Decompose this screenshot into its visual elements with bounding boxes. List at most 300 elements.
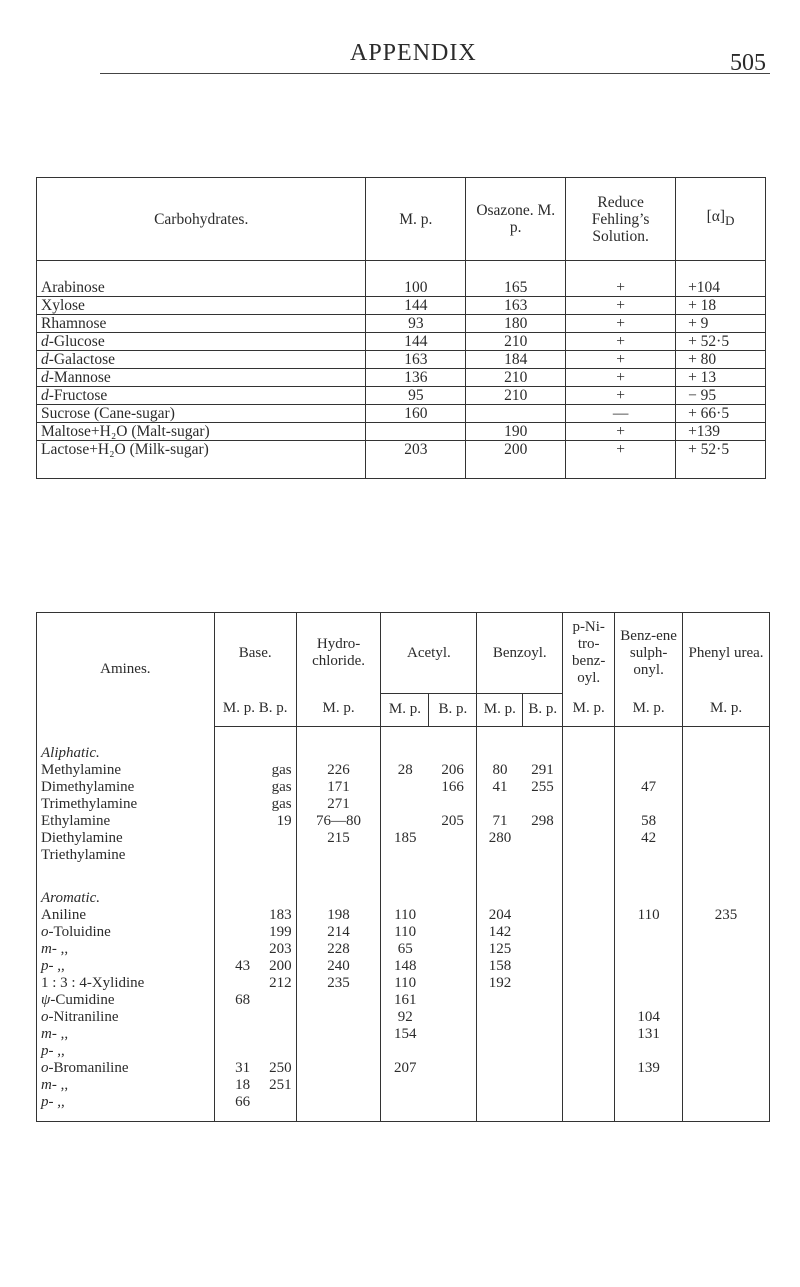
isomer-prefix: d- bbox=[41, 369, 54, 386]
fehling-result: + bbox=[566, 261, 676, 297]
subheader-base: M. p. B. p. bbox=[214, 694, 296, 727]
hydrochloride-mp bbox=[296, 1077, 381, 1094]
acetyl-mp bbox=[381, 813, 429, 830]
hydrochloride-mp bbox=[296, 1060, 381, 1077]
base-mp bbox=[214, 975, 254, 992]
acetyl-bp bbox=[429, 796, 477, 813]
carbohydrate-name: Sucrose (Cane-sugar) bbox=[37, 405, 366, 423]
hydrochloride-mp bbox=[296, 992, 381, 1009]
phenylurea-mp bbox=[683, 941, 770, 958]
isomer-prefix: ψ- bbox=[41, 991, 56, 1008]
acetyl-mp bbox=[381, 779, 429, 796]
phenylurea-mp bbox=[683, 762, 770, 779]
acetyl-bp bbox=[429, 958, 477, 975]
table-row bbox=[37, 1043, 770, 1060]
fehling-result: — bbox=[566, 405, 676, 423]
subheader-benzenesulphonyl: M. p. bbox=[615, 694, 683, 727]
subheader-benzoyl-mp: M. p. bbox=[477, 694, 523, 727]
base-mp bbox=[214, 830, 254, 847]
benzenesulphonyl-mp: 47 bbox=[615, 779, 683, 796]
carbohydrate-name bbox=[37, 333, 366, 351]
carbohydrate-name bbox=[37, 387, 366, 405]
specific-rotation: +139 bbox=[676, 423, 766, 441]
table-row bbox=[37, 351, 766, 369]
amine-name bbox=[37, 1060, 215, 1077]
osazone-mp: 210 bbox=[466, 387, 566, 405]
isomer-prefix: p- bbox=[41, 957, 54, 974]
acetyl-mp bbox=[381, 1077, 429, 1094]
benzoyl-bp bbox=[523, 796, 563, 813]
benzenesulphonyl-mp bbox=[615, 992, 683, 1009]
benzoyl-mp: 142 bbox=[477, 924, 523, 941]
acetyl-mp: 65 bbox=[381, 941, 429, 958]
phenylurea-mp bbox=[683, 779, 770, 796]
header-acetyl: Acetyl. bbox=[381, 613, 477, 694]
base-mp bbox=[214, 762, 254, 779]
table-row bbox=[37, 762, 770, 779]
table-row bbox=[37, 1009, 770, 1026]
empty-cell bbox=[477, 864, 523, 890]
name-text: Mannose bbox=[53, 369, 111, 386]
empty-cell bbox=[563, 890, 615, 907]
melting-point: 163 bbox=[366, 351, 466, 369]
amine-name bbox=[37, 1077, 215, 1094]
acetyl-bp bbox=[429, 1026, 477, 1043]
empty-cell bbox=[254, 727, 296, 762]
empty-cell bbox=[523, 864, 563, 890]
amine-name: Dimethylamine bbox=[41, 778, 135, 795]
benzoyl-mp bbox=[477, 1077, 523, 1094]
hydrochloride-mp: 171 bbox=[296, 779, 381, 796]
hydrochloride-mp: 214 bbox=[296, 924, 381, 941]
benzoyl-bp bbox=[523, 1094, 563, 1122]
name-text: Toluidine bbox=[53, 923, 111, 940]
carbohydrate-name: Arabinose bbox=[37, 261, 366, 297]
specific-rotation: + 13 bbox=[676, 369, 766, 387]
amine-name bbox=[37, 958, 215, 975]
empty-cell bbox=[429, 864, 477, 890]
base-bp: 203 bbox=[269, 940, 292, 957]
benzoyl-bp bbox=[523, 847, 563, 864]
base-bp: 200 bbox=[269, 957, 292, 974]
section-row bbox=[37, 727, 770, 762]
table-row bbox=[37, 369, 766, 387]
header-rotation: $[\alpha]_D$ bbox=[676, 178, 766, 261]
benzenesulphonyl-mp bbox=[615, 958, 683, 975]
base-bp: 19 bbox=[276, 812, 292, 829]
base-bp: 199 bbox=[269, 923, 292, 940]
phenylurea-mp bbox=[683, 813, 770, 830]
header-amines: Amines. bbox=[100, 661, 151, 678]
benzoyl-mp: 204 bbox=[477, 907, 523, 924]
phenylurea-mp bbox=[683, 1026, 770, 1043]
osazone-mp: 190 bbox=[466, 423, 566, 441]
specific-rotation: + 80 bbox=[676, 351, 766, 369]
name-text: ,, bbox=[53, 1093, 65, 1110]
benzoyl-mp: 192 bbox=[477, 975, 523, 992]
amine-name: Triethylamine bbox=[41, 846, 126, 863]
table-row bbox=[37, 1026, 770, 1043]
benzenesulphonyl-mp: 110 bbox=[615, 907, 683, 924]
empty-cell bbox=[254, 890, 296, 907]
benzenesulphonyl-mp bbox=[615, 1043, 683, 1060]
subheader-benzoyl-bp: B. p. bbox=[523, 694, 563, 727]
base-bp bbox=[254, 1026, 296, 1043]
hydrochloride-mp: 198 bbox=[296, 907, 381, 924]
benzoyl-bp bbox=[523, 958, 563, 975]
subheader-hydrochloride: M. p. bbox=[296, 694, 381, 727]
acetyl-mp: 207 bbox=[381, 1060, 429, 1077]
table-row bbox=[37, 830, 770, 847]
specific-rotation: + 52·5 bbox=[676, 441, 766, 479]
empty-cell bbox=[381, 727, 429, 762]
base-bp bbox=[254, 1009, 296, 1026]
name-text: Glucose bbox=[53, 333, 105, 350]
amine-name: Ethylamine bbox=[41, 812, 111, 829]
acetyl-bp: 205 bbox=[441, 812, 464, 829]
amine-name: 1 : 3 : 4-Xylidine bbox=[41, 974, 145, 991]
acetyl-mp bbox=[381, 847, 429, 864]
acetyl-mp: 28 bbox=[381, 762, 429, 779]
acetyl-bp bbox=[429, 924, 477, 941]
amine-name bbox=[37, 1094, 215, 1122]
base-bp: gas bbox=[271, 761, 292, 778]
carbohydrate-name: Rhamnose bbox=[37, 315, 366, 333]
benzenesulphonyl-mp: 42 bbox=[615, 830, 683, 847]
benzoyl-mp: 280 bbox=[477, 830, 523, 847]
acetyl-mp bbox=[381, 796, 429, 813]
melting-point: 203 bbox=[366, 441, 466, 479]
isomer-prefix: o- bbox=[41, 1008, 54, 1025]
benzoyl-bp: 291 bbox=[531, 761, 554, 778]
table-row bbox=[37, 297, 766, 315]
osazone-mp: 180 bbox=[466, 315, 566, 333]
fehling-result: + bbox=[566, 369, 676, 387]
base-mp bbox=[214, 924, 254, 941]
table-row bbox=[37, 387, 766, 405]
p-nitrobenzoyl-mp bbox=[563, 924, 615, 941]
table-row bbox=[37, 333, 766, 351]
header-carbohydrates: Carbohydrates. bbox=[154, 210, 249, 228]
subheader-p-nitrobenzoyl: M. p. bbox=[563, 694, 615, 727]
amine-name bbox=[37, 924, 215, 941]
empty-cell bbox=[381, 864, 429, 890]
empty-cell bbox=[254, 864, 296, 890]
benzoyl-bp bbox=[523, 924, 563, 941]
fehling-result: + bbox=[566, 351, 676, 369]
benzoyl-mp: 158 bbox=[477, 958, 523, 975]
amine-name bbox=[37, 992, 215, 1009]
amine-name: Aniline bbox=[41, 906, 86, 923]
acetyl-bp bbox=[429, 1077, 477, 1094]
phenylurea-mp bbox=[683, 992, 770, 1009]
table-row bbox=[37, 315, 766, 333]
header-benzoyl: Benzoyl. bbox=[477, 613, 563, 694]
phenylurea-mp bbox=[683, 830, 770, 847]
fehling-result: + bbox=[566, 441, 676, 479]
acetyl-bp: 166 bbox=[441, 778, 464, 795]
empty-cell bbox=[683, 864, 770, 890]
p-nitrobenzoyl-mp bbox=[563, 847, 615, 864]
isomer-prefix: d- bbox=[41, 333, 54, 350]
phenylurea-mp bbox=[683, 924, 770, 941]
acetyl-mp bbox=[381, 1043, 429, 1060]
hydrochloride-mp: 235 bbox=[296, 975, 381, 992]
table-row bbox=[37, 958, 770, 975]
isomer-prefix: p- bbox=[41, 1093, 54, 1110]
table-row bbox=[37, 1077, 770, 1094]
specific-rotation: − 95 bbox=[676, 387, 766, 405]
header-fehling: Reduce Fehling’s Solution. bbox=[566, 178, 676, 261]
acetyl-bp bbox=[429, 1043, 477, 1060]
phenylurea-mp bbox=[683, 796, 770, 813]
benzoyl-mp bbox=[477, 796, 523, 813]
p-nitrobenzoyl-mp bbox=[563, 941, 615, 958]
table-row bbox=[37, 1094, 770, 1122]
acetyl-mp: 110 bbox=[381, 975, 429, 992]
acetyl-mp: 185 bbox=[381, 830, 429, 847]
base-mp bbox=[214, 907, 254, 924]
base-bp: 250 bbox=[269, 1059, 292, 1076]
base-mp: 66 bbox=[214, 1094, 254, 1122]
hydrochloride-mp bbox=[296, 1009, 381, 1026]
base-mp bbox=[214, 796, 254, 813]
header-base: Base. bbox=[214, 613, 296, 694]
empty-cell bbox=[214, 890, 254, 907]
p-nitrobenzoyl-mp bbox=[563, 1077, 615, 1094]
osazone-mp: 163 bbox=[466, 297, 566, 315]
name-text: ,, bbox=[53, 957, 65, 974]
benzoyl-mp bbox=[477, 992, 523, 1009]
base-bp bbox=[254, 1043, 296, 1060]
benzoyl-mp: 71 bbox=[477, 813, 523, 830]
name-text: Nitraniline bbox=[53, 1008, 119, 1025]
empty-cell bbox=[615, 864, 683, 890]
hydrochloride-mp bbox=[296, 847, 381, 864]
benzoyl-bp bbox=[523, 1043, 563, 1060]
header-benzenesulphonyl: Benz-ene sulph-onyl. bbox=[615, 613, 683, 694]
phenylurea-mp bbox=[683, 1077, 770, 1094]
empty-cell bbox=[296, 890, 381, 907]
base-mp bbox=[214, 941, 254, 958]
carbohydrates-table bbox=[36, 177, 766, 479]
acetyl-mp: 110 bbox=[381, 924, 429, 941]
specific-rotation: + 9 bbox=[676, 315, 766, 333]
table-row bbox=[37, 813, 770, 830]
isomer-prefix: d- bbox=[41, 387, 54, 404]
empty-cell bbox=[429, 727, 477, 762]
carbohydrate-name bbox=[37, 369, 366, 387]
benzoyl-bp bbox=[523, 907, 563, 924]
hydrochloride-mp bbox=[296, 1026, 381, 1043]
name-text: ,, bbox=[56, 940, 69, 957]
acetyl-mp bbox=[381, 1094, 429, 1122]
table-row bbox=[37, 992, 770, 1009]
melting-point bbox=[366, 423, 466, 441]
name-text: ,, bbox=[53, 1042, 65, 1059]
empty-cell bbox=[429, 890, 477, 907]
melting-point: 144 bbox=[366, 333, 466, 351]
fehling-result: + bbox=[566, 315, 676, 333]
empty-cell bbox=[296, 727, 381, 762]
benzoyl-mp bbox=[477, 1060, 523, 1077]
p-nitrobenzoyl-mp bbox=[563, 1060, 615, 1077]
base-bp bbox=[254, 992, 296, 1009]
benzenesulphonyl-mp bbox=[615, 924, 683, 941]
table-row bbox=[37, 441, 766, 479]
fehling-result: + bbox=[566, 423, 676, 441]
table-row bbox=[37, 847, 770, 864]
benzoyl-mp bbox=[477, 847, 523, 864]
carbohydrate-name: Lactose+H₂O (Milk-sugar) bbox=[37, 441, 366, 479]
acetyl-bp bbox=[429, 1094, 477, 1122]
base-mp: 18 bbox=[214, 1077, 254, 1094]
base-bp bbox=[254, 1094, 296, 1122]
base-bp: gas bbox=[271, 778, 292, 795]
benzoyl-mp: 80 bbox=[477, 762, 523, 779]
isomer-prefix: m- bbox=[41, 1025, 57, 1042]
hydrochloride-mp: 76—80 bbox=[296, 813, 381, 830]
table-row bbox=[37, 261, 766, 297]
base-mp bbox=[214, 1009, 254, 1026]
base-bp bbox=[254, 847, 296, 864]
amine-name: Methylamine bbox=[41, 761, 121, 778]
benzenesulphonyl-mp bbox=[615, 762, 683, 779]
name-text: Fructose bbox=[53, 387, 108, 404]
empty-cell bbox=[523, 890, 563, 907]
amine-name bbox=[37, 1043, 215, 1060]
section-heading: Aliphatic. bbox=[41, 744, 100, 761]
subheader-acetyl-mp: M. p. bbox=[381, 694, 429, 727]
phenylurea-mp bbox=[683, 975, 770, 992]
benzenesulphonyl-mp: 139 bbox=[615, 1060, 683, 1077]
phenylurea-mp bbox=[683, 1043, 770, 1060]
section-heading: Aromatic. bbox=[41, 889, 101, 906]
benzoyl-bp bbox=[523, 941, 563, 958]
table-row bbox=[37, 423, 766, 441]
acetyl-mp: 110 bbox=[381, 907, 429, 924]
running-title: APPENDIX bbox=[350, 40, 477, 66]
benzenesulphonyl-mp bbox=[615, 1077, 683, 1094]
isomer-prefix: d- bbox=[41, 351, 54, 368]
subheader-acetyl-bp: B. p. bbox=[429, 694, 477, 727]
base-mp bbox=[214, 1043, 254, 1060]
amine-name: Diethylamine bbox=[41, 829, 123, 846]
acetyl-mp: 154 bbox=[381, 1026, 429, 1043]
page-header bbox=[0, 40, 800, 80]
benzoyl-bp: 298 bbox=[531, 812, 554, 829]
isomer-prefix: m- bbox=[41, 1076, 57, 1093]
table-row bbox=[37, 779, 770, 796]
table-row bbox=[37, 405, 766, 423]
benzenesulphonyl-mp: 58 bbox=[615, 813, 683, 830]
benzenesulphonyl-mp bbox=[615, 847, 683, 864]
empty-cell bbox=[477, 890, 523, 907]
header-hydrochloride: Hydro-chloride. bbox=[296, 613, 381, 694]
hydrochloride-mp: 240 bbox=[296, 958, 381, 975]
phenylurea-mp bbox=[683, 1094, 770, 1122]
amine-name bbox=[37, 1009, 215, 1026]
isomer-prefix: o- bbox=[41, 1059, 54, 1076]
fehling-result: + bbox=[566, 387, 676, 405]
benzenesulphonyl-mp: 104 bbox=[615, 1009, 683, 1026]
hydrochloride-mp: 228 bbox=[296, 941, 381, 958]
hydrochloride-mp: 271 bbox=[296, 796, 381, 813]
empty-cell bbox=[37, 864, 215, 890]
p-nitrobenzoyl-mp bbox=[563, 813, 615, 830]
acetyl-bp bbox=[429, 1009, 477, 1026]
benzenesulphonyl-mp bbox=[615, 975, 683, 992]
p-nitrobenzoyl-mp bbox=[563, 1009, 615, 1026]
name-text: Cumidine bbox=[55, 991, 115, 1008]
header-phenylurea: Phenyl urea. bbox=[683, 613, 770, 694]
p-nitrobenzoyl-mp bbox=[563, 907, 615, 924]
phenylurea-mp: 235 bbox=[683, 907, 770, 924]
osazone-mp: 165 bbox=[466, 261, 566, 297]
base-mp bbox=[214, 1026, 254, 1043]
amines-table bbox=[36, 612, 770, 1122]
section-row bbox=[37, 890, 770, 907]
specific-rotation: +104 bbox=[676, 261, 766, 297]
isomer-prefix: p- bbox=[41, 1042, 54, 1059]
empty-cell bbox=[683, 727, 770, 762]
benzoyl-mp bbox=[477, 1026, 523, 1043]
benzoyl-bp bbox=[523, 1009, 563, 1026]
header-p-nitrobenzoyl: p-Ni-tro-benz-oyl. bbox=[563, 613, 615, 694]
phenylurea-mp bbox=[683, 1009, 770, 1026]
base-bp bbox=[254, 830, 296, 847]
osazone-mp: 200 bbox=[466, 441, 566, 479]
empty-cell bbox=[381, 890, 429, 907]
benzoyl-bp bbox=[523, 830, 563, 847]
p-nitrobenzoyl-mp bbox=[563, 1094, 615, 1122]
acetyl-bp bbox=[429, 1060, 477, 1077]
fehling-result: + bbox=[566, 333, 676, 351]
empty-cell bbox=[296, 864, 381, 890]
spacer-row bbox=[37, 864, 770, 890]
name-text: Bromaniline bbox=[53, 1059, 129, 1076]
melting-point: 160 bbox=[366, 405, 466, 423]
base-mp bbox=[214, 779, 254, 796]
p-nitrobenzoyl-mp bbox=[563, 762, 615, 779]
p-nitrobenzoyl-mp bbox=[563, 1026, 615, 1043]
name-text: Galactose bbox=[53, 351, 116, 368]
carbohydrate-name bbox=[37, 351, 366, 369]
melting-point: 136 bbox=[366, 369, 466, 387]
benzoyl-mp: 125 bbox=[477, 941, 523, 958]
melting-point: 100 bbox=[366, 261, 466, 297]
acetyl-bp bbox=[429, 907, 477, 924]
base-mp: 43 bbox=[214, 958, 254, 975]
hydrochloride-mp: 215 bbox=[296, 830, 381, 847]
name-text: ,, bbox=[56, 1076, 69, 1093]
isomer-prefix: o- bbox=[41, 923, 54, 940]
benzoyl-bp bbox=[523, 992, 563, 1009]
phenylurea-mp bbox=[683, 847, 770, 864]
acetyl-bp bbox=[429, 975, 477, 992]
benzoyl-bp bbox=[523, 1077, 563, 1094]
p-nitrobenzoyl-mp bbox=[563, 1043, 615, 1060]
acetyl-mp: 161 bbox=[381, 992, 429, 1009]
melting-point: 93 bbox=[366, 315, 466, 333]
amine-name bbox=[37, 941, 215, 958]
base-mp bbox=[214, 847, 254, 864]
acetyl-bp bbox=[429, 847, 477, 864]
base-bp: 183 bbox=[269, 906, 292, 923]
acetyl-bp bbox=[429, 941, 477, 958]
fehling-result: + bbox=[566, 297, 676, 315]
benzenesulphonyl-mp: 131 bbox=[615, 1026, 683, 1043]
